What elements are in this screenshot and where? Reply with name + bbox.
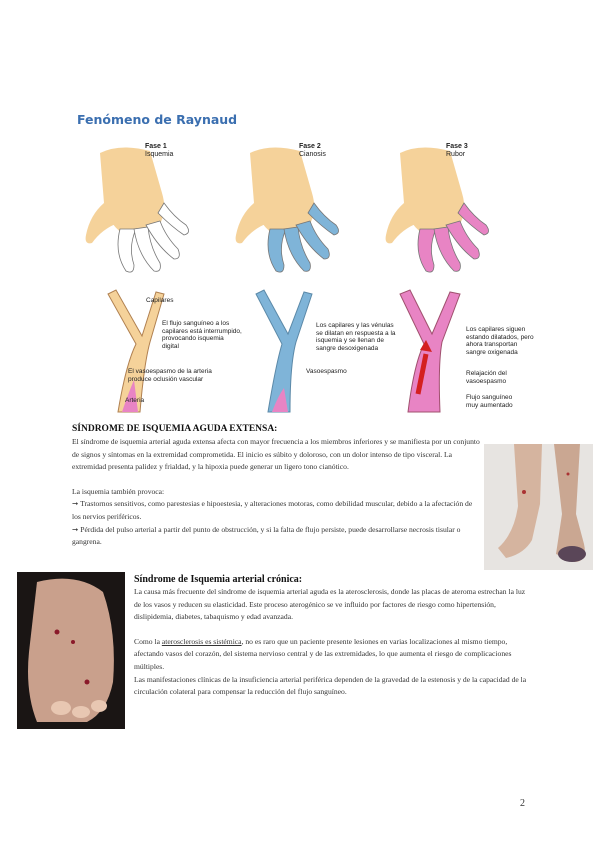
label-flujo: El flujo sanguíneo a los capilares está interrumpido, provocando isquemia digital [162,320,242,350]
vessel-phase-3 [400,290,460,412]
section2-title: Síndrome de Isquemia arterial crónica: [134,574,303,585]
section1-intro: La isquemia también provoca: [72,486,165,496]
page-number: 2 [520,798,525,809]
section1-paragraph: El síndrome de isquemia arterial aguda extensa afecta con mayor frecuencia a los miembros inferiores y se manifiesta por un conjunto de signos y síntomas en la extremidad comprometida. El inicio es súbito y doloroso, con un dolor intenso de tipo visceral. La extremidad presenta palidez y frialdad, y la hipoxia puede generar un ligero tono cianótico. [72,437,480,472]
vessel-phase-2 [256,290,312,412]
phase-2-label: Fase 2 Cianosis [299,143,326,158]
figure-title: Fenómeno de Raynaud [77,112,238,127]
label-capilares-sigue: Los capilares siguen estando dilatados, pero ahora transportan sangre oxigenada [466,326,534,356]
section2-paragraph-2: Como la aterosclerosis es sistémica, no es raro que un paciente presente lesiones en varias localizaciones al mismo tiempo, afectando vasos del corazón, del sistema nervioso central y de las extremidades, lo que aumenta el riesgo de complicaciones múltiples. [134,636,512,671]
section1-title: SÍNDROME DE ISQUEMIA AGUDA EXTENSA: [72,424,278,434]
hand-phase-2 [236,147,339,272]
label-flujo-aumentado: Flujo sanguíneo muy aumentado [466,394,513,409]
label-relajacion: Relajación del vasoespasmo [466,370,507,385]
label-vasoespasmo: Vasoespasmo [306,368,347,375]
section2-paragraph-3: Las manifestaciones clínicas de la insuficiencia arterial periférica dependen de la gravedad de la estenosis y de la capacidad de la circulación colateral para compensar la reducción del flujo sanguíneo. [134,674,527,697]
hand-phase-3 [386,147,489,272]
ischemic-legs-photo [484,444,593,570]
label-arteria: Arteria [125,397,145,404]
label-venulas: Los capilares y las vénulas se dilatan en respuesta a la isquemia y se llenan de sangre desoxigenada [316,322,396,352]
section1-body [72,436,480,549]
vessel-phase-1 [108,290,164,412]
phase-3-label: Fase 3 Rubor [446,143,468,158]
hand-phase-1 [86,147,189,272]
ischemic-foot-photo [17,572,125,729]
phase-1-label: Fase 1 Isquemia [145,143,174,158]
section1-bullet-2: ➞ Pérdida del pulso arterial a partir del punto de obstrucción, y si la falta de flujo persiste, puede desarrollarse necrosis tisular o gangrena. [72,524,461,547]
section2-paragraph-1: La causa más frecuente del síndrome de isquemia arterial aguda es la aterosclerosis, donde las placas de ateroma estrechan la luz de los vasos y reducen su elasticidad. Este proceso aterogénico se ve influido por factores de riesgo como hipertensión, dislipidemia, diabetes, tabaquismo y edad avanzada. [134,587,526,622]
section1-bullet-1: ➞ Trastornos sensitivos, como parestesias e hipoestesia, y alteraciones motoras, como debilidad muscular, debido a la afectación de los nervios periféricos. [72,499,473,521]
section2-body [134,586,528,699]
label-capilares: Capilares [146,297,174,304]
label-vasoespasmo-arteria: El vasoespasmo de la arteria produce oclusión vascular [128,368,212,383]
